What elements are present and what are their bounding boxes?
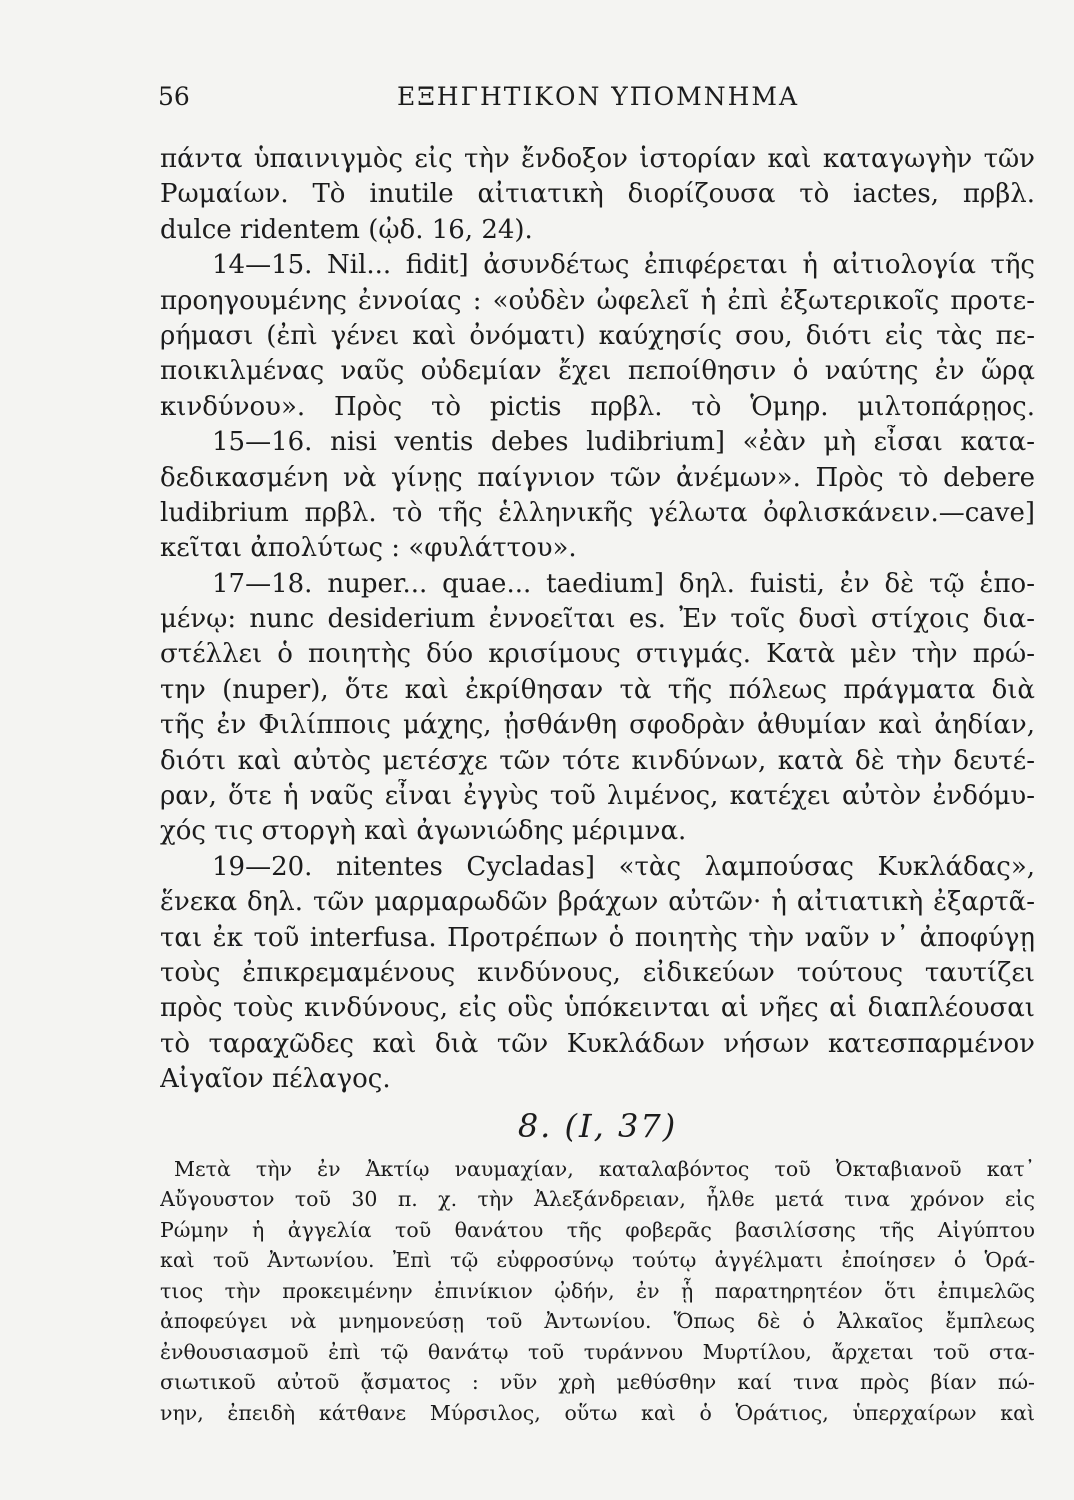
commentary-line: μένῳ: nunc desiderium ἐννοεῖται es. Ἐν τοῖς δυσὶ στίχοις δια- [160, 604, 1035, 635]
commentary-line: τὸ ταραχῶδες καὶ διὰ τῶν Κυκλάδων νήσων κατεσπαρμένον [160, 1028, 1035, 1059]
commentary-line: στέλλει ὁ ποιητὴς δύο κρισίμους στιγμάς. Κατὰ μὲν τὴν πρώ- [160, 639, 1035, 670]
commentary-line: τῆς ἐν Φιλίπποις μάχης, ᾐσθάνθη σφοδρὰν ἀθυμίαν καὶ ἀηδίαν, [160, 710, 1035, 741]
introduction-block [160, 1154, 1035, 1429]
commentary-line: ποικιλμένας ναῦς οὐδεμίαν ἔχει πεποίθησιν ὁ ναύτης ἐν ὥρᾳ [160, 356, 1035, 387]
commentary-line: κεῖται ἀπολύτως : «φυλάττου». [160, 533, 577, 564]
commentary-line: ται ἐκ τοῦ interfusa. Προτρέπων ὁ ποιητὴς τὴν ναῦν ν᾽ ἀποφύγῃ [160, 922, 1035, 953]
commentary-line: πρὸς τοὺς κινδύνους, εἰς οὓς ὑπόκεινται αἱ νῆες αἱ διαπλέουσαι [160, 993, 1035, 1024]
commentary-line: πάντα ὑπαινιγμὸς εἰς τὴν ἔνδοξον ἱστορίαν καὶ καταγωγὴν τῶν [160, 144, 1035, 174]
commentary-line: ludibrium πρβλ. τὸ τῆς ἑλληνικῆς γέλωτα ὀφλισκάνειν.—cave] [160, 497, 1035, 528]
intro-line: Αὔγουστον τοῦ 30 π. χ. τὴν Ἀλεξάνδρειαν, ἦλθε μετά τινα χρόνον εἰς [160, 1187, 1035, 1212]
page-header [158, 82, 1038, 122]
commentary-line: 15—16. nisi ventis debes ludibrium] «ἐὰν μὴ εἶσαι κατα- [212, 427, 1035, 458]
commentary-line: 14—15. Nil... fidit] ἀσυνδέτως ἐπιφέρεται ἡ αἰτιολογία τῆς [212, 250, 1035, 281]
commentary-line: ἕνεκα δηλ. τῶν μαρμαρωδῶν βράχων αὐτῶν· ἡ αἰτιατικὴ ἐξαρτᾶ- [160, 887, 1035, 918]
commentary-line: ραν, ὅτε ἡ ναῦς εἶναι ἐγγὺς τοῦ λιμένος, κατέχει αὐτὸν ἐνδόμυ- [160, 781, 1035, 812]
commentary-line: προηγουμένης ἐννοίας : «οὐδὲν ὠφελεῖ ἡ ἐπὶ ἐξωτερικοῖς προτε- [160, 285, 1035, 316]
running-title: ΕΞΗΓΗΤΙΚΟΝ ΥΠΟΜΝΗΜΑ [396, 82, 800, 111]
intro-line: καὶ τοῦ Ἀντωνίου. Ἐπὶ τῷ εὐφροσύνῳ τούτῳ ἀγγέλματι ἐποίησεν ὁ Ὁρά- [160, 1248, 1035, 1273]
intro-line: Μετὰ τὴν ἐν Ἀκτίῳ ναυμαχίαν, καταλαβόντος τοῦ Ὀκταβιανοῦ κατ᾽ [174, 1156, 1035, 1181]
intro-line: ἐνθουσιασμοῦ ἐπὶ τῷ θανάτῳ τοῦ τυράννου Μυρτίλου, ἄρχεται τοῦ στα- [160, 1339, 1035, 1364]
commentary-line: χός τις στοργὴ καὶ ἀγωνιώδης μέριμνα. [160, 816, 687, 847]
commentary-line: δεδικασμένη νὰ γίνῃς παίγνιον τῶν ἀνέμων». Πρὸς τὸ debere [160, 462, 1035, 493]
commentary-line: Ρωμαίων. Τὸ inutile αἰτιατικὴ διορίζουσα τὸ iactes, πρβλ. [160, 179, 1035, 210]
commentary-line: διότι καὶ αὐτὸς μετέσχε τῶν τότε κινδύνων, κατὰ δὲ τὴν δευτέ- [160, 745, 1035, 776]
commentary-line: τοὺς ἐπικρεμαμένους κινδύνους, εἰδικεύων τούτους ταυτίζει [160, 957, 1035, 988]
page-number: 56 [158, 82, 190, 111]
intro-line: ἀποφεύγει νὰ μνημονεύσῃ τοῦ Ἀντωνίου. Ὅπως δὲ ὁ Ἀλκαῖος ἔμπλεως [160, 1309, 1035, 1334]
commentary-line: την (nuper), ὅτε καὶ ἐκρίθησαν τὰ τῆς πόλεως πράγματα διὰ [160, 674, 1035, 705]
commentary-block [160, 142, 1035, 1098]
intro-line: σιωτικοῦ αὐτοῦ ᾄσματος : νῦν χρὴ μεθύσθην καί τινα πρὸς βίαν πώ- [160, 1370, 1035, 1395]
commentary-line: dulce ridentem (ᾠδ. 16, 24). [160, 214, 533, 245]
intro-line: νην, ἐπειδὴ κάτθανε Μύρσιλος, οὕτω καὶ ὁ Ὁράτιος, ὑπερχαίρων καὶ [160, 1400, 1035, 1425]
page-body [160, 142, 1035, 1428]
section-heading: 8. (I, 37) [517, 1106, 678, 1145]
commentary-line: 19—20. nitentes Cycladas] «τὰς λαμπούσας Κυκλάδας», [212, 851, 1035, 882]
commentary-line: κινδύνου». Πρὸς τὸ pictis πρβλ. τὸ Ὁμηρ. μιλτοπάρῃος. [160, 391, 1035, 422]
commentary-line: Αἰγαῖον πέλαγος. [160, 1064, 391, 1095]
intro-line: τιος τὴν προκειμένην ἐπινίκιον ᾠδήν, ἐν ᾗ παρατηρητέον ὅτι ἐπιμελῶς [160, 1278, 1035, 1303]
commentary-line: 17—18. nuper... quae... taedium] δηλ. fuisti, ἐν δὲ τῷ ἑπο- [212, 568, 1035, 599]
commentary-line: ρήμασι (ἐπὶ γένει καὶ ὀνόματι) καύχησίς σου, διότι εἰς τὰς πε- [160, 320, 1035, 351]
intro-line: Ρώμην ἡ ἀγγελία τοῦ θανάτου τῆς φοβερᾶς βασιλίσσης τῆς Αἰγύπτου [160, 1217, 1035, 1242]
